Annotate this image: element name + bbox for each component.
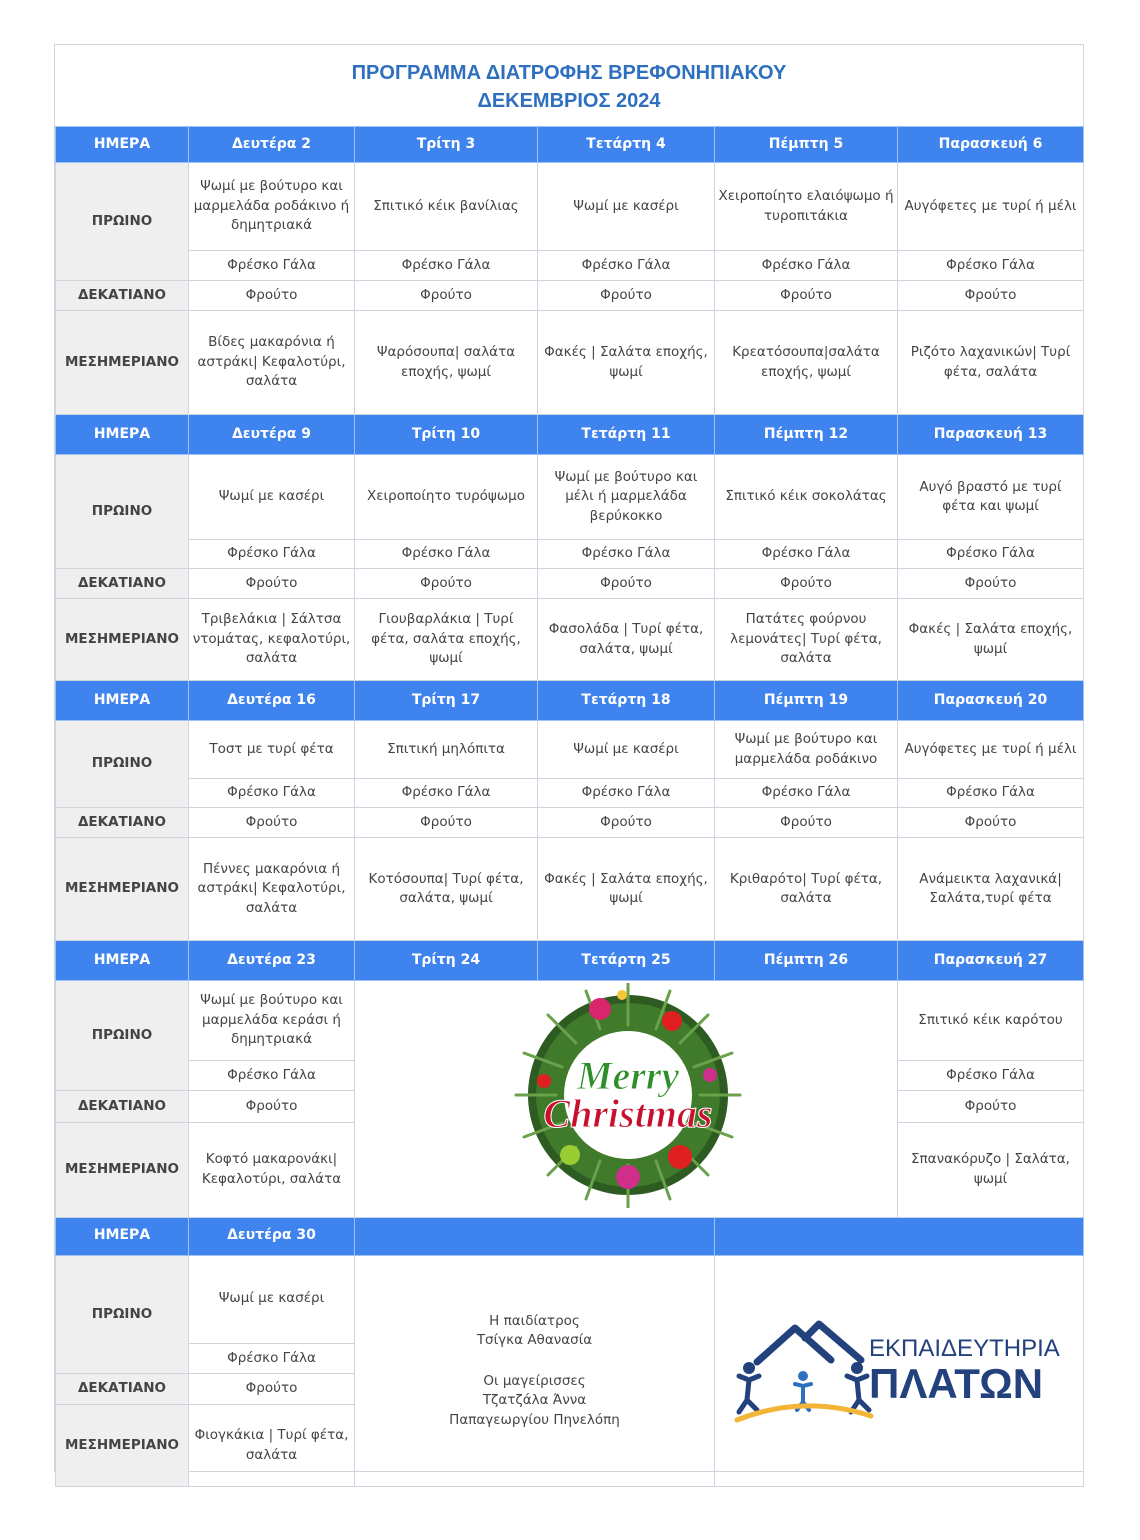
snack-cell: Φρούτο [189,1374,355,1405]
snack-cell: Φρούτο [898,281,1084,311]
snack-cell: Φρούτο [355,808,538,838]
lunch-label: ΜΕΣΗΜΕΡΙΑΝΟ [56,1405,189,1487]
day-header: Τετάρτη 18 [538,681,715,721]
day-header-label: ΗΜΕΡΑ [56,415,189,455]
milk-cell: Φρέσκο Γάλα [355,540,538,569]
snack-cell: Φρούτο [538,808,715,838]
day-header: Δευτέρα 16 [189,681,355,721]
day-header: Πέμπτη 5 [715,127,898,163]
milk-cell: Φρέσκο Γάλα [189,779,355,808]
day-header: Δευτέρα 23 [189,941,355,981]
day-header: Δευτέρα 9 [189,415,355,455]
snack-cell: Φρούτο [355,281,538,311]
cook-name-2: Παπαγεωργίου Πηνελόπη [449,1411,620,1428]
lunch-cell: Πέννες μακαρόνια ή αστράκι| Κεφαλοτύρι, σαλάτα [189,838,355,941]
lunch-cell: Κοφτό μακαρονάκι| Κεφαλοτύρι, σαλάτα [189,1122,355,1217]
day-header: Τρίτη 3 [355,127,538,163]
christmas-wreath-icon [358,983,898,1208]
day-header-label: ΗΜΕΡΑ [56,127,189,163]
pediatrician-name: Τσίγκα Αθανασία [476,1332,593,1348]
week-3-milk-row [56,779,1084,808]
lunch-cell: Σπανακόρυζο | Σαλάτα, ψωμί [898,1122,1084,1217]
breakfast-cell: Ψωμί με βούτυρο και μαρμελάδα κεράσι ή δημητριακά [189,981,355,1061]
day-header: Πέμπτη 19 [715,681,898,721]
day-header: Πέμπτη 12 [715,415,898,455]
title-line-2: ΔΕΚΕΜΒΡΙΟΣ 2024 [477,90,661,112]
snack-cell: Φρούτο [898,808,1084,838]
day-header: Τετάρτη 11 [538,415,715,455]
lunch-cell: Φιογκάκια | Τυρί φέτα, σαλάτα [189,1405,355,1487]
day-header-label: ΗΜΕΡΑ [56,681,189,721]
lunch-label: ΜΕΣΗΜΕΡΙΑΝΟ [56,599,189,681]
breakfast-cell: Σπιτικό κέικ καρότου [898,981,1084,1061]
snack-label: ΔΕΚΑΤΙΑΝΟ [56,281,189,311]
milk-cell: Φρέσκο Γάλα [538,251,715,281]
lunch-cell: Πατάτες φούρνου λεμονάτες| Τυρί φέτα, σαλάτα [715,599,898,681]
day-header: Παρασκευή 20 [898,681,1084,721]
milk-cell: Φρέσκο Γάλα [715,540,898,569]
snack-label: ΔΕΚΑΤΙΑΝΟ [56,808,189,838]
snack-label: ΔΕΚΑΤΙΑΝΟ [56,1374,189,1405]
cook-name-1: Τζατζάλα Άννα [482,1392,587,1408]
lunch-cell: Φακές | Σαλάτα εποχής, ψωμί [898,599,1084,681]
empty-header [355,1217,715,1255]
lunch-label: ΜΕΣΗΜΕΡΙΑΝΟ [56,311,189,415]
week-3-lunch-row [56,838,1084,941]
day-header-label: ΗΜΕΡΑ [56,941,189,981]
xmas-line-1: Merry [576,1053,680,1098]
snack-label: ΔΕΚΑΤΙΑΝΟ [56,1091,189,1122]
cooks-title: Οι μαγείρισσες [483,1372,586,1389]
week-2-breakfast-row [56,455,1084,540]
empty-header [715,1217,1084,1255]
week-2-milk-row [56,540,1084,569]
page-title [55,59,1083,115]
snack-cell: Φρούτο [189,281,355,311]
breakfast-cell: Τοστ με τυρί φέτα [189,721,355,779]
snack-label: ΔΕΚΑΤΙΑΝΟ [56,569,189,599]
day-header: Τετάρτη 4 [538,127,715,163]
xmas-line-2: Christmas [543,1091,713,1136]
week-1-header-row [56,127,1084,163]
breakfast-cell: Ψωμί με βούτυρο και μαρμελάδα ροδάκινο ή δημητριακά [189,163,355,251]
logo-line-1: ΕΚΠΑΙΔΕΥΤΗΡΙΑ [869,1334,1060,1362]
week-1-lunch-row [56,311,1084,415]
snack-cell: Φρούτο [715,281,898,311]
day-header: Παρασκευή 27 [898,941,1084,981]
lunch-cell: Κρεατόσουπα|σαλάτα εποχής, ψωμί [715,311,898,415]
lunch-cell: Ψαρόσουπα| σαλάτα εποχής, ψωμί [355,311,538,415]
breakfast-label: ΠΡΩΙΝΟ [56,981,189,1091]
milk-cell: Φρέσκο Γάλα [538,540,715,569]
week-1-milk-row [56,251,1084,281]
week-3-snack-row [56,808,1084,838]
snack-cell: Φρούτο [189,569,355,599]
week-2-header-row [56,415,1084,455]
lunch-label: ΜΕΣΗΜΕΡΙΑΝΟ [56,1122,189,1217]
week-2-snack-row [56,569,1084,599]
milk-cell: Φρέσκο Γάλα [898,1061,1084,1091]
week-5-header-row [56,1217,1084,1255]
breakfast-label: ΠΡΩΙΝΟ [56,163,189,281]
lunch-cell: Φασολάδα | Τυρί φέτα, σαλάτα, ψωμί [538,599,715,681]
breakfast-cell: Σπιτικό κέικ βανίλιας [355,163,538,251]
breakfast-cell: Χειροποίητο ελαιόψωμο ή τυροπιτάκια [715,163,898,251]
breakfast-cell: Σπιτικό κέικ σοκολάτας [715,455,898,540]
breakfast-label: ΠΡΩΙΝΟ [56,721,189,808]
breakfast-label: ΠΡΩΙΝΟ [56,1255,189,1374]
milk-cell: Φρέσκο Γάλα [538,779,715,808]
snack-cell: Φρούτο [898,569,1084,599]
lunch-cell: Βίδες μακαρόνια ή αστράκι| Κεφαλοτύρι, σαλάτα [189,311,355,415]
lunch-cell: Γιουβαρλάκια | Τυρί φέτα, σαλάτα εποχής, ψωμί [355,599,538,681]
lunch-label: ΜΕΣΗΜΕΡΙΑΝΟ [56,838,189,941]
milk-cell: Φρέσκο Γάλα [898,251,1084,281]
snack-cell: Φρούτο [898,1091,1084,1122]
week-1-snack-row [56,281,1084,311]
day-header-label: ΗΜΕΡΑ [56,1217,189,1255]
day-header: Τρίτη 24 [355,941,538,981]
breakfast-cell: Ψωμί με κασέρι [538,163,715,251]
milk-cell: Φρέσκο Γάλα [189,251,355,281]
milk-cell: Φρέσκο Γάλα [715,779,898,808]
breakfast-cell: Αυγόφετες με τυρί ή μέλι [898,163,1084,251]
milk-cell: Φρέσκο Γάλα [715,251,898,281]
day-header: Πέμπτη 26 [715,941,898,981]
snack-cell: Φρούτο [189,1091,355,1122]
breakfast-cell: Ψωμί με κασέρι [189,1255,355,1343]
week-1-breakfast-row [56,163,1084,251]
week-2-lunch-row [56,599,1084,681]
breakfast-cell: Αυγό βραστό με τυρί φέτα και ψωμί [898,455,1084,540]
snack-cell: Φρούτο [189,808,355,838]
day-header: Τρίτη 10 [355,415,538,455]
day-header: Παρασκευή 6 [898,127,1084,163]
breakfast-cell: Χειροποίητο τυρόψωμο [355,455,538,540]
milk-cell: Φρέσκο Γάλα [355,251,538,281]
milk-cell: Φρέσκο Γάλα [189,540,355,569]
lunch-cell: Κοτόσουπα| Τυρί φέτα, σαλάτα, ψωμί [355,838,538,941]
week-3-breakfast-row [56,721,1084,779]
breakfast-label: ΠΡΩΙΝΟ [56,455,189,569]
school-logo [715,1255,1084,1487]
milk-cell: Φρέσκο Γάλα [189,1061,355,1091]
lunch-cell: Φακές | Σαλάτα εποχής, ψωμί [538,838,715,941]
christmas-wreath-cell [355,981,898,1218]
week-4-breakfast-row [56,981,1084,1061]
title-line-1: ΠΡΟΓΡΑΜΜΑ ΔΙΑΤΡΟΦΗΣ ΒΡΕΦΟΝΗΠΙΑΚΟΥ [351,62,787,84]
breakfast-cell: Ψωμί με βούτυρο και μέλι ή μαρμελάδα βερύκοκκο [538,455,715,540]
day-header: Παρασκευή 13 [898,415,1084,455]
breakfast-cell: Ψωμί με κασέρι [189,455,355,540]
lunch-cell: Τριβελάκια | Σάλτσα ντομάτας, κεφαλοτύρι, σαλάτα [189,599,355,681]
breakfast-cell: Σπιτική μηλόπιτα [355,721,538,779]
week-3-header-row [56,681,1084,721]
snack-cell: Φρούτο [538,281,715,311]
day-header: Τρίτη 17 [355,681,538,721]
pediatrician-title: Η παιδίατρος [489,1312,580,1329]
milk-cell: Φρέσκο Γάλα [189,1343,355,1374]
milk-cell: Φρέσκο Γάλα [355,779,538,808]
lunch-cell: Ριζότο λαχανικών| Τυρί φέτα, σαλάτα [898,311,1084,415]
lunch-cell: Ανάμεικτα λαχανικά| Σαλάτα,τυρί φέτα [898,838,1084,941]
week-5-breakfast-row [56,1255,1084,1343]
lunch-cell: Κριθαρότο| Τυρί φέτα, σαλάτα [715,838,898,941]
lunch-cell: Φακές | Σαλάτα εποχής, ψωμί [538,311,715,415]
breakfast-cell: Ψωμί με βούτυρο και μαρμελάδα ροδάκινο [715,721,898,779]
day-header: Δευτέρα 2 [189,127,355,163]
menu-table [55,126,1084,1487]
school-logo-icon [719,1258,1079,1478]
menu-page [54,44,1084,1472]
signature-block [355,1255,715,1487]
snack-cell: Φρούτο [538,569,715,599]
logo-line-2: ΠΛΑΤΩΝ [869,1359,1044,1407]
snack-cell: Φρούτο [355,569,538,599]
snack-cell: Φρούτο [715,808,898,838]
breakfast-cell: Ψωμί με κασέρι [538,721,715,779]
day-header: Δευτέρα 30 [189,1217,355,1255]
snack-cell: Φρούτο [715,569,898,599]
milk-cell: Φρέσκο Γάλα [898,540,1084,569]
day-header: Τετάρτη 25 [538,941,715,981]
week-4-header-row [56,941,1084,981]
milk-cell: Φρέσκο Γάλα [898,779,1084,808]
breakfast-cell: Αυγόφετες με τυρί ή μέλι [898,721,1084,779]
